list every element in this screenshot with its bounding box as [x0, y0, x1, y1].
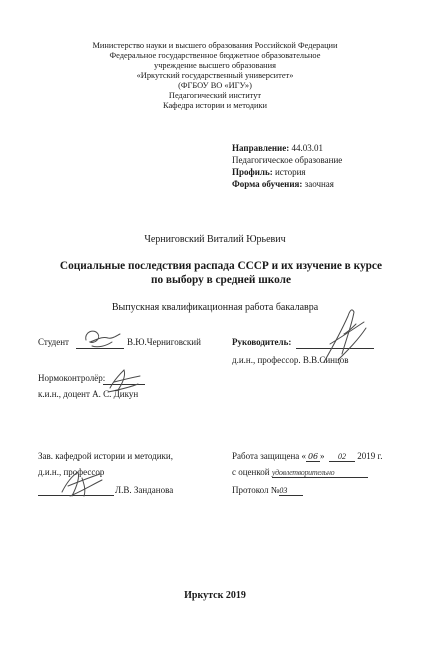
study-form-value: заочная — [304, 179, 334, 189]
head-of-dept-name: Л.В. Занданова — [115, 485, 174, 495]
defense-year: 2019 г. — [357, 451, 383, 461]
profile-value: история — [274, 167, 306, 177]
head-of-dept-signature-icon — [58, 468, 106, 500]
work-type: Выпускная квалификационная работа бакалавра — [111, 302, 319, 313]
institute-name: Педагогический институт — [168, 91, 262, 100]
defense-prefix: Работа защищена « — [232, 451, 307, 461]
author-name: Черниговский Виталий Юрьевич — [144, 234, 286, 245]
profile-label: Профиль: — [232, 167, 273, 177]
grade-value: удовлетворительно — [272, 468, 368, 478]
protocol-line — [232, 485, 303, 496]
university-abbr: (ФГБОУ ВО «ИГУ») — [178, 81, 252, 90]
supervisor-label: Руководитель: — [232, 337, 292, 347]
grade-label: с оценкой — [232, 467, 270, 477]
supervisor-details: д.и.н., профессор. В.В.Синцов — [232, 355, 349, 365]
norm-controller-details: к.и.н., доцент А. С. Дикун — [38, 389, 139, 399]
direction-code: 44.03.01 — [291, 143, 323, 153]
direction-line — [232, 143, 323, 153]
profile-line — [232, 167, 306, 177]
student-signature-icon — [82, 326, 122, 352]
head-of-dept-title: Зав. кафедрой истории и методики, — [38, 451, 173, 461]
study-form-line — [232, 179, 334, 189]
protocol-number: 03 — [279, 486, 303, 496]
institution-type-line-2: учреждение высшего образования — [154, 61, 276, 70]
student-name: В.Ю.Черниговский — [127, 337, 201, 347]
defense-month: 02 — [329, 452, 355, 462]
norm-controller-label: Нормоконтролёр: — [38, 373, 106, 383]
thesis-title-line-2: по выбору в средней школе — [150, 274, 292, 286]
institution-type-line: Федеральное государственное бюджетное образовательное — [109, 51, 321, 60]
head-of-dept-degree: д.и.н., профессор — [38, 467, 105, 477]
student-label: Студент — [38, 337, 69, 347]
defense-mid: » — [320, 451, 325, 461]
city-year: Иркутск 2019 — [184, 590, 246, 601]
ministry-line: Министерство науки и высшего образования Российской Федерации — [92, 41, 338, 50]
university-name: «Иркутский государственный университет» — [136, 71, 294, 80]
department-name: Кафедра истории и методики — [162, 101, 268, 110]
thesis-title-line-1: Социальные последствия распада СССР и их изучение в курсе — [59, 260, 383, 272]
study-form-label: Форма обучения: — [232, 179, 303, 189]
grade-line — [232, 467, 368, 478]
protocol-label: Протокол № — [232, 485, 280, 495]
direction-label: Направление: — [232, 143, 290, 153]
defense-day: 06 — [307, 452, 319, 461]
direction-program: Педагогическое образование — [232, 155, 343, 165]
defense-date-line — [232, 451, 382, 462]
